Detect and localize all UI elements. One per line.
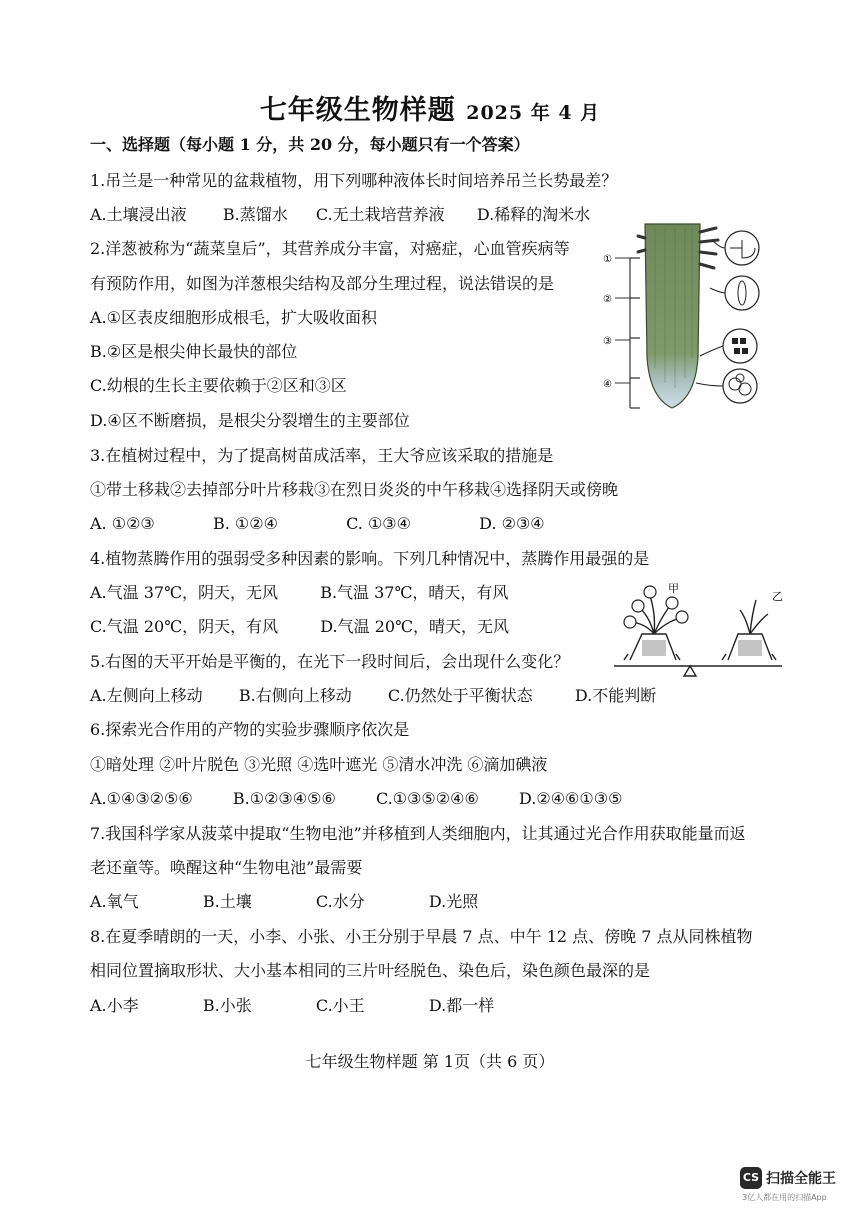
question-3-options bbox=[90, 513, 545, 535]
option-d: D. ②③④ bbox=[479, 514, 545, 533]
title-text: 七年级生物样题 bbox=[259, 95, 456, 126]
balance-figure bbox=[610, 578, 800, 683]
question-8-stem-line1: 8.在夏季晴朗的一天，小李、小张、小王分别于早晨 7 点、中午 12 点、傍晚 7 点从同株植物 bbox=[90, 927, 753, 946]
question-7-options bbox=[90, 891, 478, 913]
option-c: C.仍然处于平衡状态 bbox=[387, 686, 533, 705]
question-8-stem-line2: 相同位置摘取形状、大小基本相同的三片叶经脱色、染色后，染色颜色最深的是 bbox=[90, 961, 651, 980]
option-b: B.蒸馏水 bbox=[222, 205, 288, 224]
question-5-stem: 5.右图的天平开始是平衡的，在光下一段时间后，会出现什么变化？ bbox=[90, 652, 570, 671]
option-b: B.土壤 bbox=[202, 892, 252, 911]
question-4-stem: 4.植物蒸腾作用的强弱受多种因素的影响。下列几种情况中，蒸腾作用最强的是 bbox=[90, 549, 650, 568]
option-a: A. ①②③ bbox=[90, 514, 155, 533]
option-c: C.小王 bbox=[315, 996, 365, 1015]
option-b: B.①②③④⑤⑥ bbox=[232, 789, 336, 808]
question-6-stem-line2: ①暗处理 ②叶片脱色 ③光照 ④选叶遮光 ⑤清水冲洗 ⑥滴加碘液 bbox=[90, 755, 548, 774]
zone-2-label: ② bbox=[603, 294, 612, 305]
option-c: C.无土栽培营养液 bbox=[315, 205, 445, 224]
question-1-options bbox=[90, 204, 590, 226]
section-heading: 一、选择题（每小题 1 分，共 20 分，每小题只有一个答案） bbox=[90, 135, 530, 154]
zone-1-label: ① bbox=[603, 254, 612, 265]
question-6-stem-line1: 6.探索光合作用的产物的实验步骤顺序依次是 bbox=[90, 720, 410, 739]
question-2-option-d: D.④区不断磨损，是根尖分裂增生的主要部位 bbox=[90, 411, 410, 430]
option-b: B.右侧向上移动 bbox=[238, 686, 352, 705]
label-yi: 乙 bbox=[772, 590, 783, 603]
option-c: C.气温 20℃，阴天，有风 bbox=[90, 617, 279, 636]
scanner-app-name: 扫描全能王 bbox=[766, 1171, 836, 1187]
question-4-options-row1 bbox=[90, 582, 508, 604]
question-2-stem-line1: 2.洋葱被称为“蔬菜皇后”，其营养成分丰富，对癌症，心血管疾病等 bbox=[90, 239, 570, 258]
root-tip-figure bbox=[600, 218, 770, 413]
question-8-options bbox=[90, 995, 494, 1017]
scanner-logo-icon: CS bbox=[740, 1167, 762, 1189]
zone-brackets bbox=[630, 258, 640, 408]
question-2-option-a: A.①区表皮细胞形成根毛，扩大吸收面积 bbox=[90, 308, 377, 327]
right-plant-stems bbox=[740, 600, 768, 634]
question-5-options bbox=[90, 685, 656, 707]
page-footer: 七年级生物样题 第 1页（共 6 页） bbox=[305, 1052, 555, 1071]
option-d: D.稀释的淘米水 bbox=[476, 205, 591, 224]
title-date: 2025 年 4 月 bbox=[466, 102, 601, 124]
scanner-tagline: 3亿人都在用的扫描App bbox=[742, 1193, 827, 1202]
option-c: C.水分 bbox=[315, 892, 365, 911]
zone-4-label: ④ bbox=[603, 379, 612, 390]
zone-3-label: ③ bbox=[603, 336, 612, 347]
soil-texture bbox=[642, 640, 762, 656]
question-3-stem-line1: 3.在植树过程中，为了提高树苗成活率，王大爷应该采取的措施是 bbox=[90, 446, 554, 465]
option-a: A.气温 37℃，阴天，无风 bbox=[90, 583, 278, 602]
option-a: A.土壤浸出液 bbox=[90, 205, 187, 224]
option-b: B.气温 37℃，晴天，有风 bbox=[320, 583, 509, 602]
question-7-stem-line2: 老还童等。唤醒这种“生物电池”最需要 bbox=[90, 858, 363, 877]
scanner-watermark bbox=[740, 1163, 850, 1207]
option-b: B.小张 bbox=[202, 996, 252, 1015]
option-a: A.小李 bbox=[90, 996, 139, 1015]
option-d: D.气温 20℃，晴天，无风 bbox=[320, 617, 509, 636]
option-d: D.不能判断 bbox=[574, 686, 657, 705]
question-7-stem-line1: 7.我国科学家从菠菜中提取“生物电池”并移植到人类细胞内，让其通过光合作用获取能量而返 bbox=[90, 824, 746, 843]
option-a: A.左侧向上移动 bbox=[90, 686, 203, 705]
question-2-stem-line2: 有预防作用，如图为洋葱根尖结构及部分生理过程，说法错误的是 bbox=[90, 274, 555, 293]
option-a: A.①④③②⑤⑥ bbox=[90, 789, 193, 808]
label-jia: 甲 bbox=[668, 582, 679, 595]
question-3-stem-line2: ①带土移栽②去掉部分叶片移栽③在烈日炎炎的中午移栽④选择阴天或傍晚 bbox=[90, 480, 619, 499]
question-2-option-c: C.幼根的生长主要依赖于②区和③区 bbox=[90, 376, 347, 395]
question-1-stem: 1.吊兰是一种常见的盆栽植物，用下列哪种液体长时间培养吊兰长势最差？ bbox=[90, 171, 618, 190]
cell-pointers bbox=[696, 240, 725, 386]
question-4-options-row2 bbox=[90, 616, 509, 638]
balance-fulcrum bbox=[684, 666, 696, 676]
cell-circle-3 bbox=[723, 329, 757, 363]
option-d: D.②④⑥①③⑤ bbox=[519, 789, 623, 808]
option-c: C.①③⑤②④⑥ bbox=[375, 789, 479, 808]
page-title bbox=[0, 88, 860, 127]
option-a: A.氧气 bbox=[90, 892, 139, 911]
question-2-option-b: B.②区是根尖伸长最快的部位 bbox=[90, 342, 298, 361]
option-c: C. ①③④ bbox=[346, 514, 411, 533]
option-d: D.光照 bbox=[428, 892, 479, 911]
option-d: D.都一样 bbox=[428, 996, 495, 1015]
question-6-options bbox=[90, 788, 622, 810]
option-b: B. ①②④ bbox=[212, 514, 278, 533]
